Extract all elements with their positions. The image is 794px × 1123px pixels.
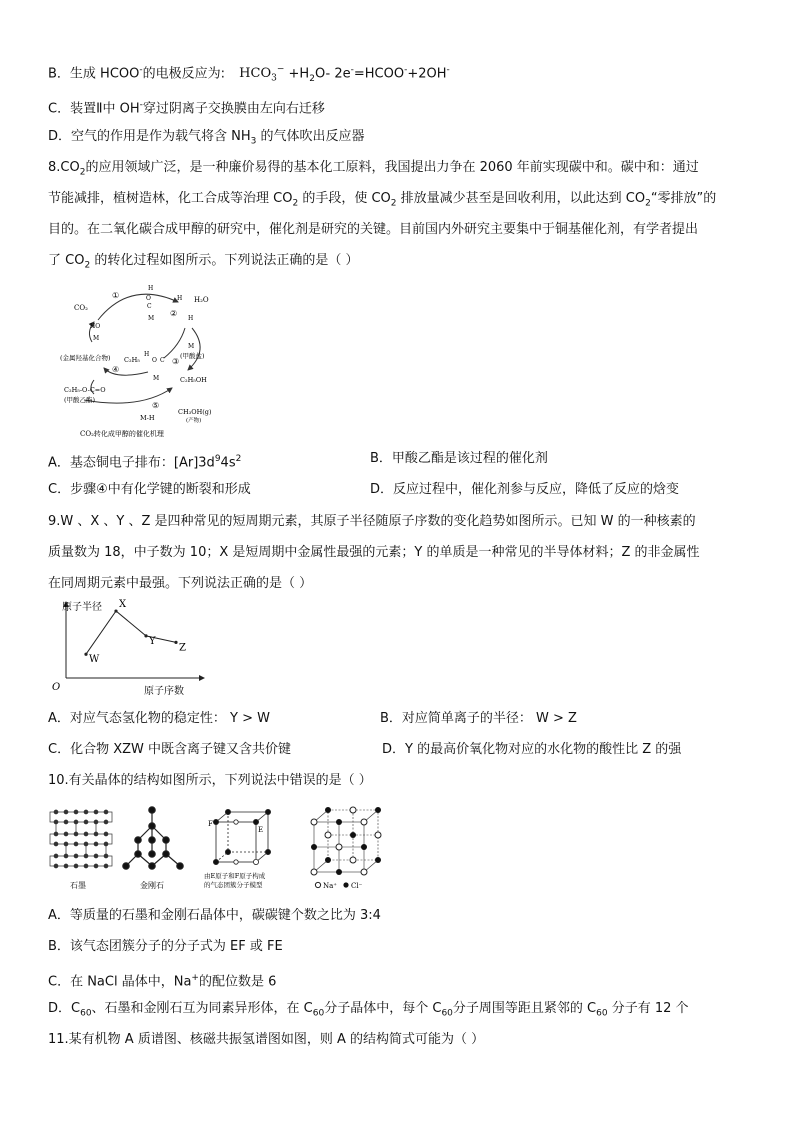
point-y [144,634,147,637]
q9-stem-line1: 9.W 、X 、Y 、Z 是四种常见的短周期元素，其原子半径随原子序数的变化趋势如图所示。已知 W 的一种核素的 [48,514,696,529]
y-axis-label: 原子半径 [62,602,102,613]
q7-option-c: C．装置Ⅱ中 OH-穿过阴离子交换膜由左向右迁移 [48,100,325,117]
svg-text:H: H [188,315,194,322]
q10-option-d: D．$C_{60}$、石墨和金刚石互为同素异形体，在 $C_{60}$分子晶体中，每个 $C_{60}$分子周围等距且紧邻的 $C_{60}$ 分子有 12 个 [48,1001,689,1019]
ethyl-formate: C₂H₅-O-C=O [64,386,106,394]
svg-text:C: C [160,357,165,364]
cluster-caption-2: 的气态团簇分子模型 [204,881,263,889]
q8-stem-line3: 目的。在二氧化碳合成甲醇的研究中，催化剂是研究的关键。目前国内外研究主要集中于铜基催化剂，有学者提出 [48,222,699,237]
step-1: ① [112,291,120,300]
q9-option-c: C．化合物 XZW 中既含离子键又含共价键 [48,742,292,757]
ethyl-formate-label: (甲酸乙酯) [64,396,96,404]
svg-text:F: F [208,820,213,828]
q10-option-b: B．该气态团簇分子的分子式为 EF 或 FE [48,939,283,954]
svg-text:M: M [148,315,155,322]
nacl-ions [311,807,381,875]
svg-text:M: M [93,335,100,342]
svg-text:O: O [152,357,157,364]
diamond-label: 金刚石 [140,881,164,890]
q9-stem-line3: 在同周期元素中最强。下列说法正确的是（ ） [48,576,313,591]
q9-radius-chart [48,598,208,700]
q9-option-d: D．Y 的最高价氧化物对应的水化物的酸性比 Z 的强 [382,742,682,757]
point-w [84,653,87,656]
svg-text:O: O [146,295,151,302]
q9-stem-line2: 质量数为 18，中子数为 10；X 是短周期中金属性最强的元素；Y 的单质是一种常见的半导体材料；Z 的非金属性 [48,545,700,560]
cluster-caption-1: 由E原子和F原子构成 [204,872,266,880]
series-line [86,611,176,654]
point-x [114,609,117,612]
q8-stem-line4: 了 $CO_2$ 的转化过程如图所示。下列说法正确的是（ ） [48,253,359,271]
svg-text:(产物): (产物) [186,418,202,424]
nacl-figure [314,810,378,872]
svg-text:HO: HO [90,323,101,330]
point-label-y: Y [149,635,156,647]
q10-option-a: A．等质量的石墨和金刚石晶体中，碳碳键个数之比为 3:4 [48,908,381,923]
step-4: ④ [112,365,120,374]
svg-text:C: C [147,303,152,310]
origin-label: O [52,682,61,693]
figure-caption: CO₂转化成甲醇的催化机理 [80,430,164,438]
svg-text:C₂H₅: C₂H₅ [124,356,140,364]
h2o-label: H₂O [194,296,209,304]
methanol-label: CH₃OH(g) [178,408,212,416]
q8-stem-line1: $8.CO_2$的应用领域广泛，是一种廉价易得的基本化工原料，我国提出力争在 2060 年前实现碳中和。碳中和：通过 [48,160,699,178]
q7-option-b: B．生成 HCOO-的电极反应为: $HCO_3^- +H_2O-$ 2e-=HCOO-+2OH- [48,65,450,84]
svg-text:H: H [177,295,183,302]
step-3: ③ [172,357,180,366]
q8-mechanism-figure [60,280,240,440]
formate-label: (甲酸盐) [180,352,205,360]
mh-label: M-H [140,414,155,422]
svg-text:M: M [153,375,160,382]
graphite-label: 石墨 [70,881,86,890]
legend-cl: Cl⁻ [351,882,363,890]
x-axis-label: 原子序数 [144,686,184,697]
svg-text:H: H [144,351,150,358]
q8-option-b: B．甲酸乙酯是该过程的催化剂 [370,451,548,466]
q7-option-d: D．空气的作用是作为载气将含 $NH_3$ 的气体吹出反应器 [48,129,365,147]
co2-label: CO₂ [74,304,88,312]
graphite-figure [50,810,112,868]
svg-text:H: H [148,285,154,292]
legend-na: Na⁺ [323,882,337,890]
q10-option-c: C．在 NaCl 晶体中，Na+的配位数是 6 [48,973,277,990]
q9-option-b: B．对应简单离子的半径： W > Z [380,711,577,726]
q8-option-a: A．基态铜电子排布：$[Ar]3d^94s^2$ [48,454,242,471]
svg-text:E: E [258,826,264,834]
point-label-z: Z [179,642,186,654]
ethanol-label: C₂H₅OH [180,376,207,384]
metal-hydroxy-label: (金属羟基化合物) [60,354,111,362]
q9-option-a: A．对应气态氢化物的稳定性： Y > W [48,711,270,726]
q11-stem: 11.某有机物 A 质谱图、核磁共振氢谱图如图，则 A 的结构简式可能为（ ） [48,1032,485,1047]
point-z [174,641,177,644]
q8-option-c: C．步骤④中有化学键的断裂和形成 [48,482,251,497]
q10-crystal-figures [48,800,388,896]
q10-stem: 10.有关晶体的结构如图所示，下列说法中错误的是（ ） [48,773,372,788]
svg-text:M: M [188,343,195,350]
diamond-figure [123,807,183,869]
cluster-figure [213,809,270,864]
q8-option-d: D．反应过程中，催化剂参与反应，降低了反应的焓变 [370,482,680,497]
q8-stem-line2: 节能减排，植树造林，化工合成等治理 $CO_2$ 的手段，使 $CO_2$ 排放量减少甚至是回收利用，以此达到 $CO_2“$零排放”的 [48,191,717,209]
step-2: ② [170,309,178,318]
step-5: ⑤ [152,401,160,410]
point-label-x: X [119,599,127,611]
point-label-w: W [89,654,100,666]
